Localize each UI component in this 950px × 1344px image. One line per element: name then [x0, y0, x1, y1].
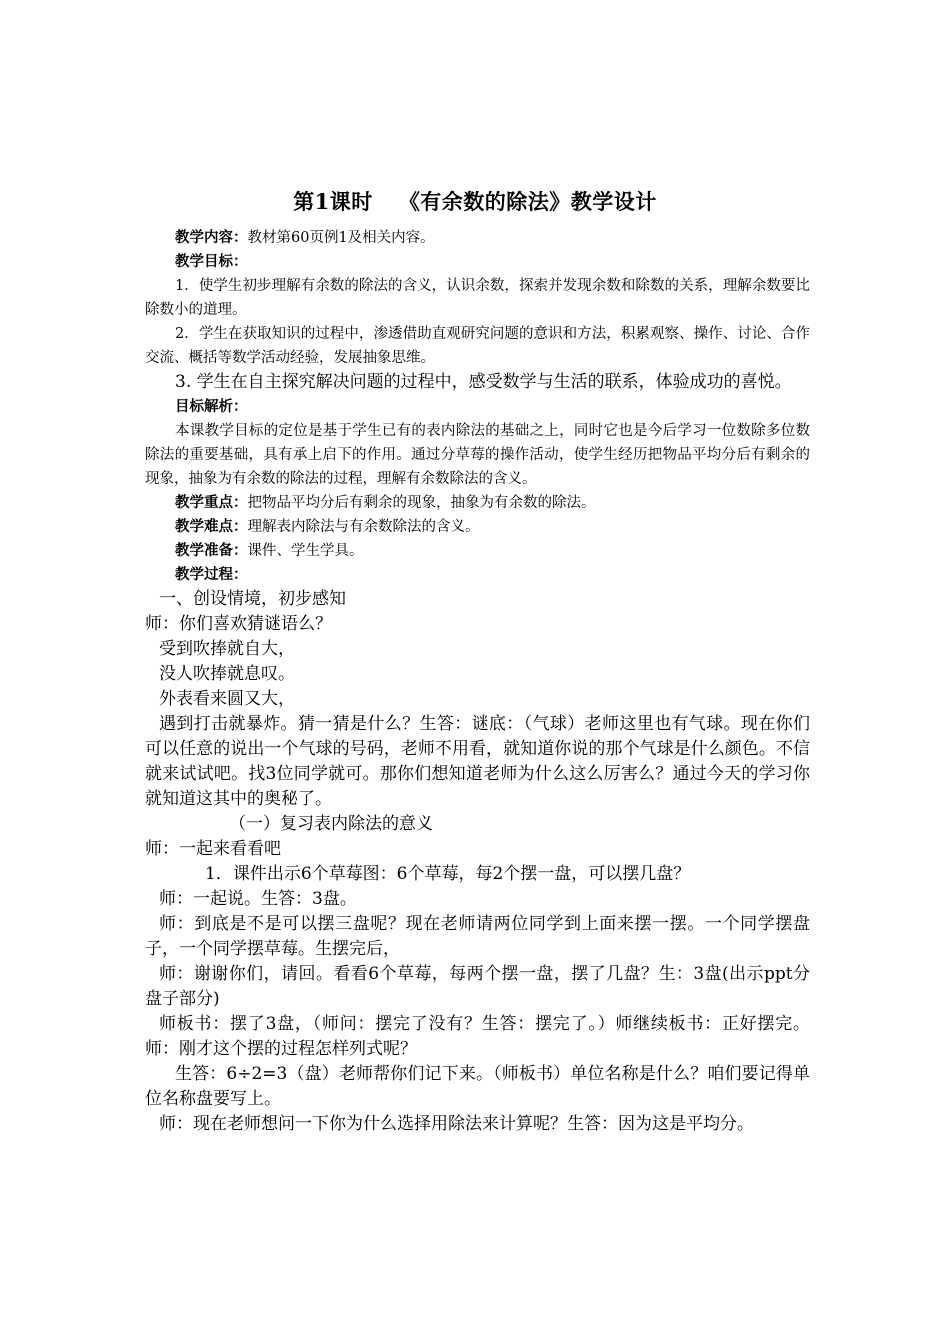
process-line-board: 师板书：摆了3盘，（师问：摆完了没有？生答：摆完了。）师继续板书：正好摆完。师：刚才这个摆的过程怎样列式呢？ [145, 1014, 810, 1059]
process-section-1: 一、创设情境，初步感知 [159, 589, 346, 609]
goal-item-1: 1．使学生初步理解有余数的除法的含义，认识余数，探索并发现余数和除数的关系，理解余数要比除数小的道理。 [145, 278, 810, 318]
teaching-content-text: 教材第60页例1及相关内容。 [247, 230, 435, 246]
difficulty [145, 515, 810, 539]
key-point-label: 教学重点： [175, 494, 248, 511]
difficulty-label: 教学难点： [175, 518, 248, 535]
key-point-text: 把物品平均分后有剩余的现象，抽象为有余数的除法。 [247, 495, 596, 511]
key-point [145, 491, 810, 515]
teaching-goals-heading [145, 250, 810, 274]
process-line-equation: 生答：6÷2=3（盘）老师帮你们记下来。（师板书）单位名称是什么？咱们要记得单位名称盘要写上。 [145, 1064, 810, 1109]
process-line-look: 师：一起来看看吧 [145, 839, 281, 859]
process-subsection-1: （一）复习表内除法的意义 [229, 814, 433, 834]
goal-analysis-heading [145, 395, 810, 419]
page-title [0, 186, 950, 216]
goal-analysis-text: 本课教学目标的定位是基于学生已有的表内除法的基础之上，同时它也是今后学习一位数除多位数除法的重要基础，具有承上启下的作用。通过分草莓的操作活动，使学生经历把物品平均分后有剩余的现象，抽象为有余数的除法的过程，理解有余数除法的含义。 [145, 423, 810, 487]
teaching-content-label: 教学内容： [175, 229, 248, 246]
process-line-arrange: 师：到底是不是可以摆三盘呢？现在老师请两位同学到上面来摆一摆。一个同学摆盘子，一个同学摆草莓。生摆完后， [145, 914, 810, 959]
process-line-riddle-2: 没人吹捧就息叹。 [159, 664, 295, 684]
goal-analysis-label: 目标解析： [175, 398, 248, 415]
process-heading [145, 563, 810, 587]
preparation-label: 教学准备： [175, 542, 248, 559]
process-line-riddle-1: 受到吹捧就自大， [159, 639, 295, 659]
teaching-goals-label: 教学目标： [175, 253, 248, 270]
process-line-why-division: 师：现在老师想问一下你为什么选择用除法来计算呢？生答：因为这是平均分。 [159, 1114, 754, 1134]
process-line-courseware: 1．课件出示6个草莓图：6个草莓，每2个摆一盘，可以摆几盘？ [205, 864, 691, 884]
process-line-thanks: 师：谢谢你们，请回。看看6个草莓，每两个摆一盘，摆了几盘？生：3盘(出示ppt分盘子部分) [145, 964, 810, 1009]
process-line-riddle-intro: 师：你们喜欢猜谜语么？ [145, 614, 332, 634]
title-lesson-number: 第1课时 [293, 189, 373, 214]
process-label: 教学过程： [175, 566, 248, 583]
process-line-riddle-4: 遇到打击就暴炸。猜一猜是什么？生答：谜底：（气球）老师这里也有气球。现在你们可以任意的说出一个气球的号码，老师不用看，就知道你说的那个气球是什么颜色。不信就来试试吧。找3位同学就可。那你们想知道老师为什么这么厉害么？通过今天的学习你就知道这其中的奥秘了。 [145, 714, 810, 809]
goal-item-3: 3. 学生在自主探究解决问题的过程中，感受数学与生活的联系，体验成功的喜悦。 [175, 372, 792, 392]
teaching-content [145, 226, 810, 250]
difficulty-text: 理解表内除法与有余数除法的含义。 [247, 519, 480, 535]
document-body [145, 226, 810, 1137]
process-line-riddle-3: 外表看来圆又大， [159, 689, 295, 709]
process-line-say-together: 师：一起说。生答：3盘。 [159, 889, 357, 909]
preparation [145, 539, 810, 563]
title-lesson-name: 《有余数的除法》教学设计 [398, 189, 657, 214]
goal-item-2: 2．学生在获取知识的过程中，渗透借助直观研究问题的意识和方法，积累观察、操作、讨论、合作交流、概括等数学活动经验，发展抽象思维。 [145, 326, 810, 366]
preparation-text: 课件、学生学具。 [247, 543, 364, 559]
